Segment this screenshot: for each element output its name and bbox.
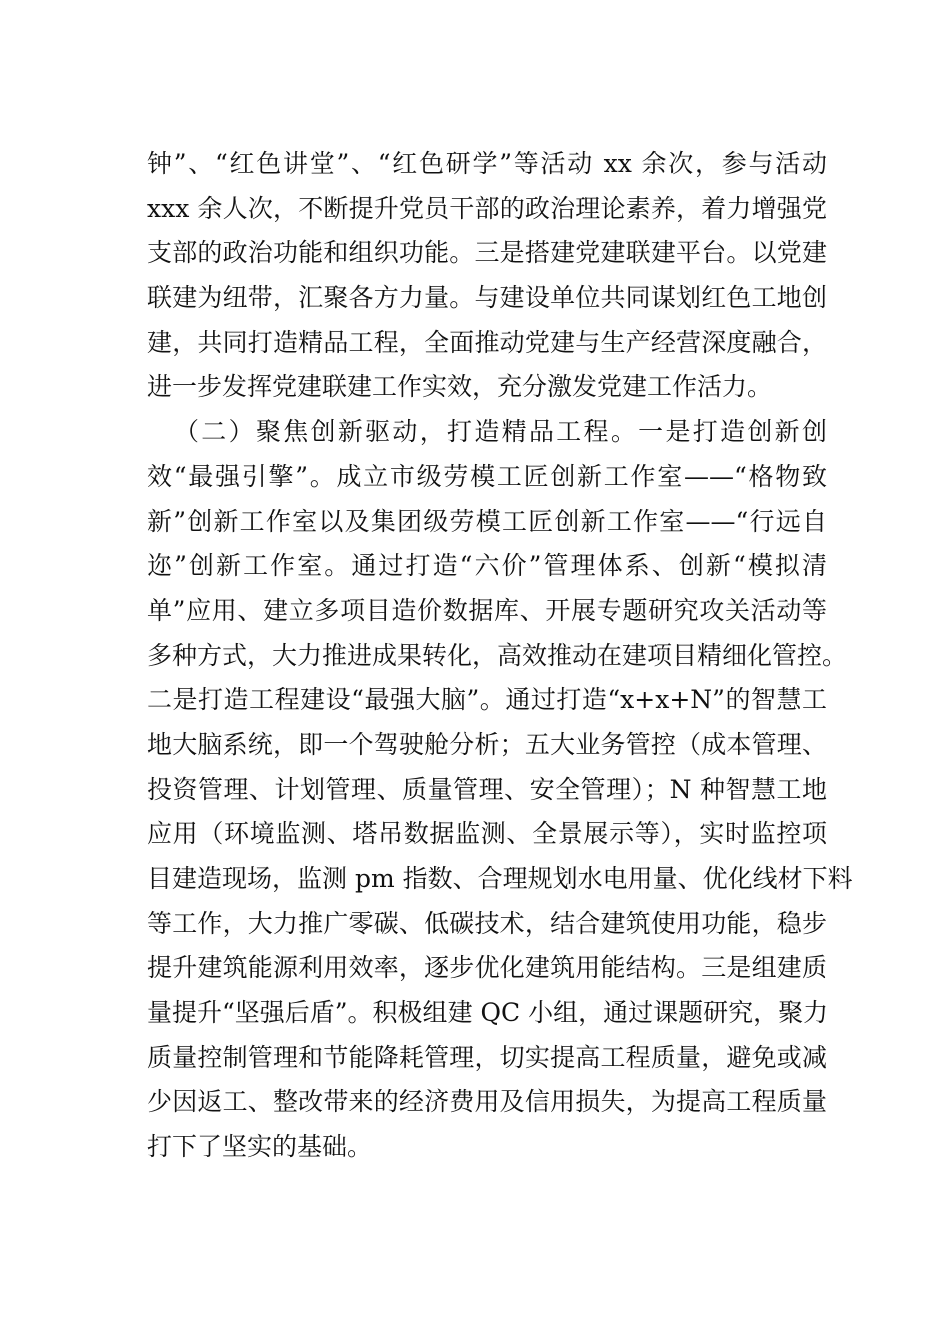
paragraph-line: 钟”、“红色讲堂”、“红色研学”等活动 xx 余次，参与活动 (147, 149, 827, 178)
paragraph-line: 提升建筑能源利用效率，逐步优化建筑用能结构。三是组建质 (147, 953, 827, 983)
paragraph-line: 单”应用、建立多项目造价数据库、开展专题研究攻关活动等 (147, 595, 827, 625)
body-text (147, 142, 853, 1170)
paragraph-line: 少因返工、整改带来的经济费用及信用损失，为提高工程质量 (147, 1087, 827, 1117)
paragraph-line: 联建为纽带，汇聚各方力量。与建设单位共同谋划红色工地创 (147, 283, 827, 313)
paragraph-line: xxx 余人次，不断提升党员干部的政治理论素养，着力增强党 (147, 193, 827, 223)
paragraph-line: 新”创新工作室以及集团级劳模工匠创新工作室——“行远自 (147, 506, 827, 536)
paragraph-line: 应用（环境监测、塔吊数据监测、全景展示等），实时监控项 (147, 819, 827, 849)
paragraph-line: 地大脑系统，即一个驾驶舱分析；五大业务管控（成本管理、 (147, 729, 827, 759)
paragraph-line: 投资管理、计划管理、质量管理、安全管理）；N 种智慧工地 (147, 774, 827, 804)
paragraph-line: 质量控制管理和节能降耗管理，切实提高工程质量，避免或减 (147, 1042, 827, 1072)
paragraph-line: 支部的政治功能和组织功能。三是搭建党建联建平台。以党建 (147, 238, 827, 268)
paragraph-line: 等工作，大力推广零碳、低碳技术，结合建筑使用功能，稳步 (147, 908, 827, 938)
paragraph-line: 迩”创新工作室。通过打造“六价”管理体系、创新“模拟清 (147, 551, 827, 581)
section-heading-line: （二）聚焦创新驱动，打造精品工程。一是打造创新创 (174, 417, 827, 447)
paragraph-line: 建，共同打造精品工程，全面推动党建与生产经营深度融合， (147, 327, 827, 357)
paragraph-line: 目建造现场，监测 pm 指数、合理规划水电用量、优化线材下料 (147, 864, 853, 893)
paragraph-line: 量提升“坚强后盾”。积极组建 QC 小组，通过课题研究，聚力 (147, 998, 829, 1028)
paragraph-line: 二是打造工程建设“最强大脑”。通过打造“x+x+N”的智慧工 (147, 685, 827, 715)
paragraph-line: 打下了坚实的基础。 (147, 1132, 373, 1162)
paragraph-line: 多种方式，大力推进成果转化，高效推动在建项目精细化管控。 (147, 640, 848, 670)
paragraph-line: 进一步发挥党建联建工作实效，充分激发党建工作活力。 (147, 372, 773, 402)
paragraph-line: 效“最强引擎”。成立市级劳模工匠创新工作室——“格物致 (147, 461, 827, 491)
